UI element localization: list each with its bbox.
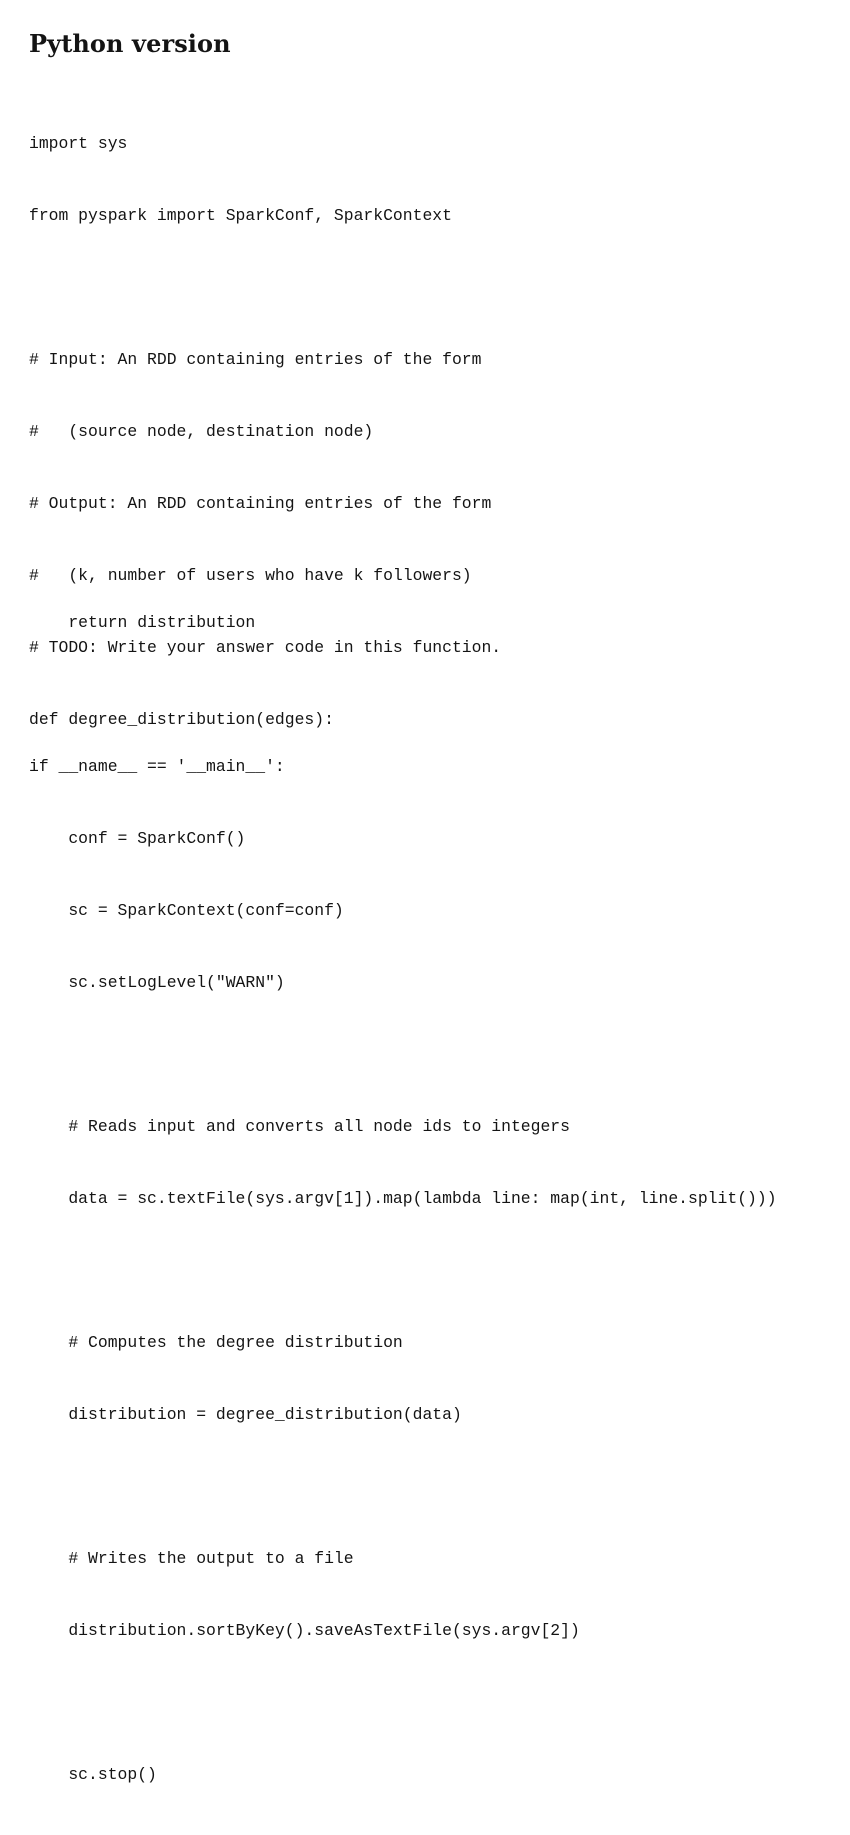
- code-line: from pyspark import SparkConf, SparkContext: [29, 206, 452, 225]
- code-line: sc.setLogLevel("WARN"): [29, 973, 285, 992]
- code-line: [29, 276, 501, 300]
- code-line: distribution.sortByKey().saveAsTextFile(sys.argv[2]): [29, 1621, 580, 1640]
- section-heading: Python version: [29, 29, 231, 58]
- code-line: [29, 1043, 777, 1067]
- code-line: # Writes the output to a file: [29, 1549, 354, 1568]
- code-line: # TODO: Write your answer code in this function.: [29, 638, 502, 657]
- code-line: conf = SparkConf(): [29, 829, 246, 848]
- code-line: return distribution: [29, 613, 256, 632]
- code-line: import sys: [29, 134, 128, 153]
- code-line: data = sc.textFile(sys.argv[1]).map(lambda line: map(int, line.split())): [29, 1189, 777, 1208]
- code-line: # Computes the degree distribution: [29, 1333, 403, 1352]
- code-line: # (source node, destination node): [29, 422, 374, 441]
- code-block-main: [29, 563, 777, 1835]
- code-line: sc.stop(): [29, 1765, 157, 1784]
- code-line: sc = SparkContext(conf=conf): [29, 901, 344, 920]
- code-line: # Output: An RDD containing entries of the form: [29, 494, 492, 513]
- code-line: distribution = degree_distribution(data): [29, 1405, 462, 1424]
- code-line: # (k, number of users who have k followers): [29, 566, 472, 585]
- code-line: if __name__ == '__main__':: [29, 757, 285, 776]
- code-line: [29, 1259, 777, 1283]
- code-line: # Input: An RDD containing entries of the form: [29, 350, 482, 369]
- code-line: # Reads input and converts all node ids to integers: [29, 1117, 570, 1136]
- code-line: [29, 1691, 777, 1715]
- code-line: [29, 683, 777, 707]
- code-line: [29, 1475, 777, 1499]
- code-line: def degree_distribution(edges):: [29, 710, 334, 729]
